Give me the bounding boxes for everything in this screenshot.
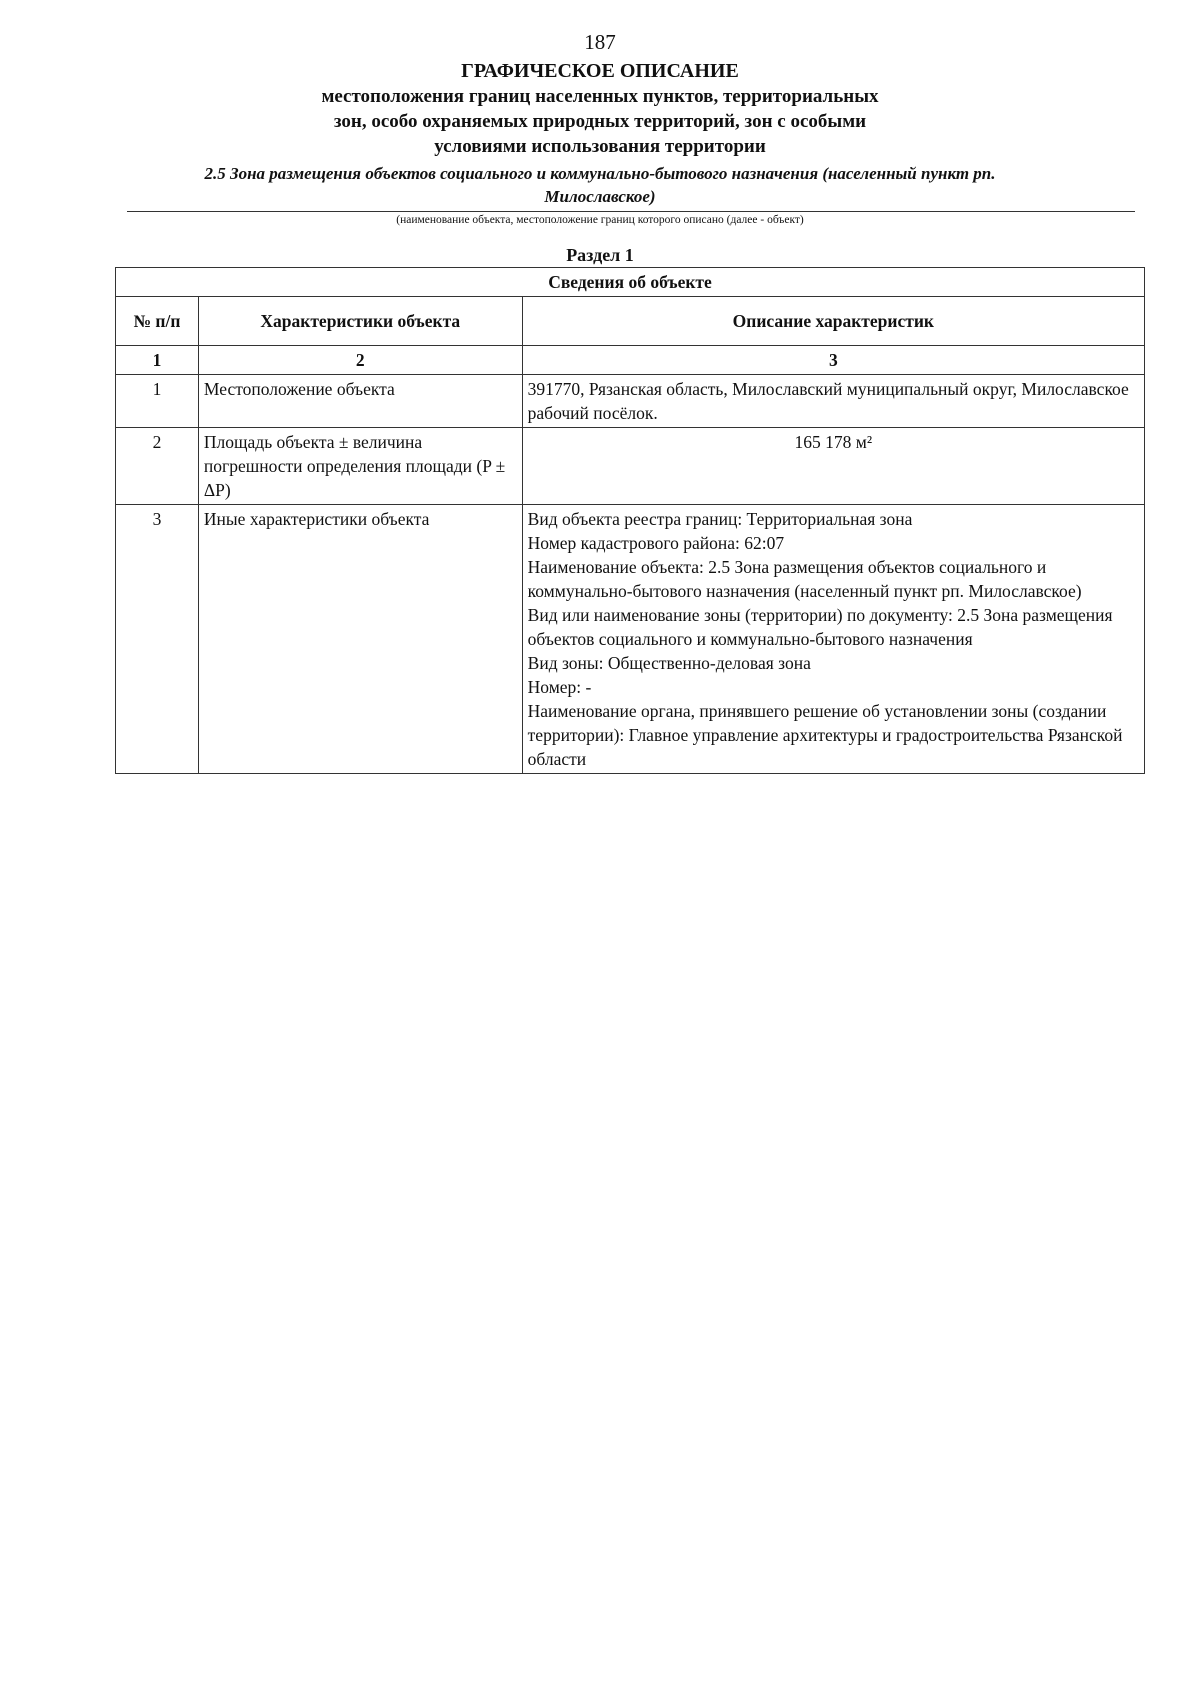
column-number: 1: [116, 346, 199, 375]
row-description: 165 178 м²: [522, 428, 1144, 505]
object-caption: (наименование объекта, местоположение границ которого описано (далее - объект): [396, 214, 804, 226]
object-name: [0, 162, 1200, 208]
column-header-number: № п/п: [116, 297, 199, 346]
description-line: Наименование органа, принявшего решение об установлении зоны (создании территории): Главное управление архитектуры и градостроительства Рязанской области: [527, 701, 1123, 769]
row-number: 3: [116, 505, 199, 774]
column-number-row: [116, 346, 1145, 375]
row-description: [522, 505, 1144, 774]
table-caption: Сведения об объекте: [116, 268, 1145, 297]
document-subtitle-line: условиями использования территории: [434, 136, 766, 157]
row-characteristic: Площадь объекта ± величина погрешности определения площади (P ± ΔP): [198, 428, 522, 505]
table-caption-row: [116, 268, 1145, 297]
row-characteristic: Иные характеристики объекта: [198, 505, 522, 774]
document-subtitle-line: местоположения границ населенных пунктов, территориальных: [321, 86, 879, 107]
row-number: 1: [116, 375, 199, 428]
description-line: Вид зоны: Общественно-деловая зона: [527, 653, 811, 673]
object-name-line: Милославское): [544, 187, 656, 206]
table-row: [116, 375, 1145, 428]
row-characteristic: Местоположение объекта: [198, 375, 522, 428]
page-number: 187: [584, 30, 616, 54]
object-info-table: [115, 267, 1145, 774]
object-name-underline: [127, 211, 1135, 212]
document-title: ГРАФИЧЕСКОЕ ОПИСАНИЕ: [461, 60, 739, 82]
object-name-line: 2.5 Зона размещения объектов социального и коммунально-бытового назначения (населенный пункт рп.: [204, 164, 996, 183]
row-number: 2: [116, 428, 199, 505]
column-number: 3: [522, 346, 1144, 375]
document-header: [0, 58, 1200, 208]
description-line: Номер кадастрового района: 62:07: [527, 533, 785, 553]
column-header-characteristic: Характеристики объекта: [198, 297, 522, 346]
table-row: [116, 428, 1145, 505]
row-description: 391770, Рязанская область, Милославский муниципальный округ, Милославское рабочий посёлок.: [522, 375, 1144, 428]
description-line: Вид или наименование зоны (территории) по документу: 2.5 Зона размещения объектов социального и коммунально-бытового назначения: [527, 605, 1113, 649]
table-header-row: [116, 297, 1145, 346]
section-title: Раздел 1: [566, 245, 634, 265]
column-number: 2: [198, 346, 522, 375]
description-line: Вид объекта реестра границ: Территориальная зона: [527, 509, 913, 529]
table-row: [116, 505, 1145, 774]
column-header-description: Описание характеристик: [522, 297, 1144, 346]
document-subtitle-line: зон, особо охраняемых природных территорий, зон с особыми: [333, 111, 867, 132]
description-line: Номер: -: [527, 677, 592, 697]
description-line: Наименование объекта: 2.5 Зона размещения объектов социального и коммунально-бытового назначения (населенный пункт рп. Милославское): [527, 557, 1082, 601]
